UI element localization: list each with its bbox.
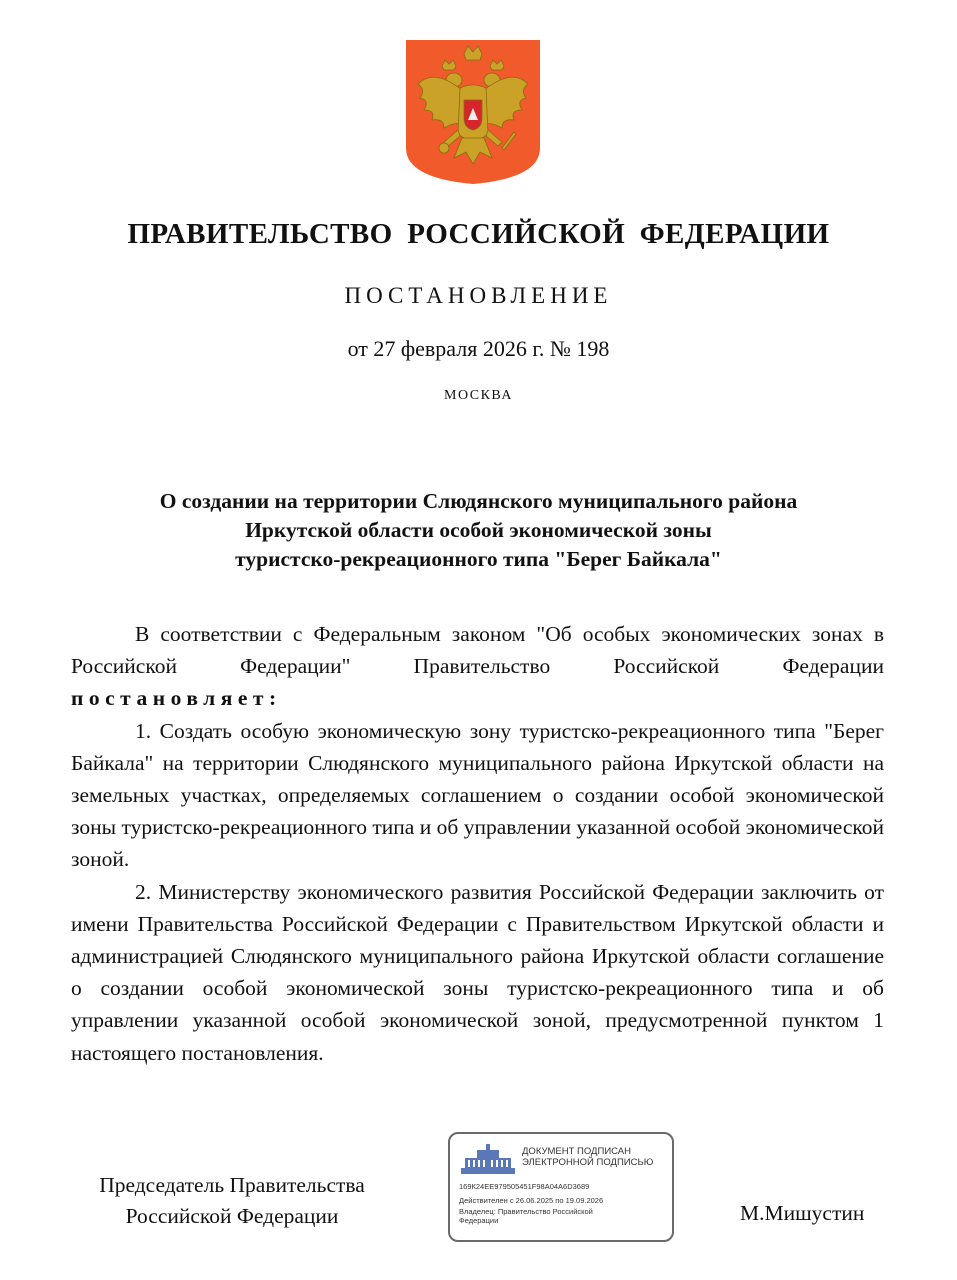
- stamp-title: [522, 1146, 672, 1168]
- document-city: МОСКВА: [444, 388, 513, 403]
- resolves-word: постановляет:: [71, 686, 282, 711]
- item-1-paragraph: 1. Создать особую экономическую зону туристско-рекреационного типа "Берег Байкала" на территории Слюдянского муниципального района Иркутской области на земельных участках, определяемых соглашением о создании особой экономической зоны туристско-рекреационного типа и об управлении указанной особой экономической зоной.: [71, 718, 884, 872]
- stamp-certificate: 169К24ЕЕ979505451F98А04А6D3689: [459, 1182, 590, 1191]
- document-body: [71, 618, 884, 1069]
- heading-line: О создании на территории Слюдянского муниципального района: [159, 489, 798, 513]
- document-type: ПОСТАНОВЛЕНИЕ: [344, 283, 613, 308]
- resolves-paragraph: [71, 682, 884, 714]
- government-building-icon: [459, 1142, 517, 1176]
- signer-position-line: Российской Федерации: [125, 1204, 339, 1228]
- coat-of-arms-emblem: [404, 38, 542, 186]
- double-headed-eagle-icon: [404, 38, 542, 186]
- stamp-title-line: ДОКУМЕНТ ПОДПИСАН: [522, 1146, 631, 1157]
- heading-line: туристско-рекреационного типа "Берег Байкала": [235, 547, 722, 571]
- document-heading: [80, 487, 877, 574]
- preamble-paragraph: В соответствии с Федеральным законом "Об особых экономических зонах в Российской Федерации" Правительство Российской Федерации: [71, 622, 884, 679]
- document-date-number: от 27 февраля 2026 г. № 198: [347, 336, 610, 361]
- stamp-owner: Владелец: Правительство Российской Федерации: [459, 1207, 593, 1225]
- stamp-validity: Действителен с 26.06.2025 по 19.09.2026: [459, 1196, 604, 1205]
- signer-position-line: Председатель Правительства: [99, 1173, 365, 1197]
- signer-position: [72, 1170, 392, 1232]
- e-signature-stamp: [448, 1132, 674, 1242]
- signer-name: М.Мишустин: [740, 1201, 865, 1225]
- government-title: ПРАВИТЕЛЬСТВО РОССИЙСКОЙ ФЕДЕРАЦИИ: [127, 218, 830, 250]
- heading-line: Иркутской области особой экономической зоны: [245, 518, 712, 542]
- stamp-title-line: ЭЛЕКТРОННОЙ ПОДПИСЬЮ: [522, 1157, 654, 1168]
- item-2-paragraph: 2. Министерству экономического развития Российской Федерации заключить от имени Правительства Российской Федерации с Правительством Иркутской области и администрацией Слюдянского муниципального района Иркутской области соглашение о создании особой экономической зоны туристско-рекреационного типа и об управлении указанной особой экономической зоной, предусмотренной пунктом 1 настоящего постановления.: [71, 879, 884, 1065]
